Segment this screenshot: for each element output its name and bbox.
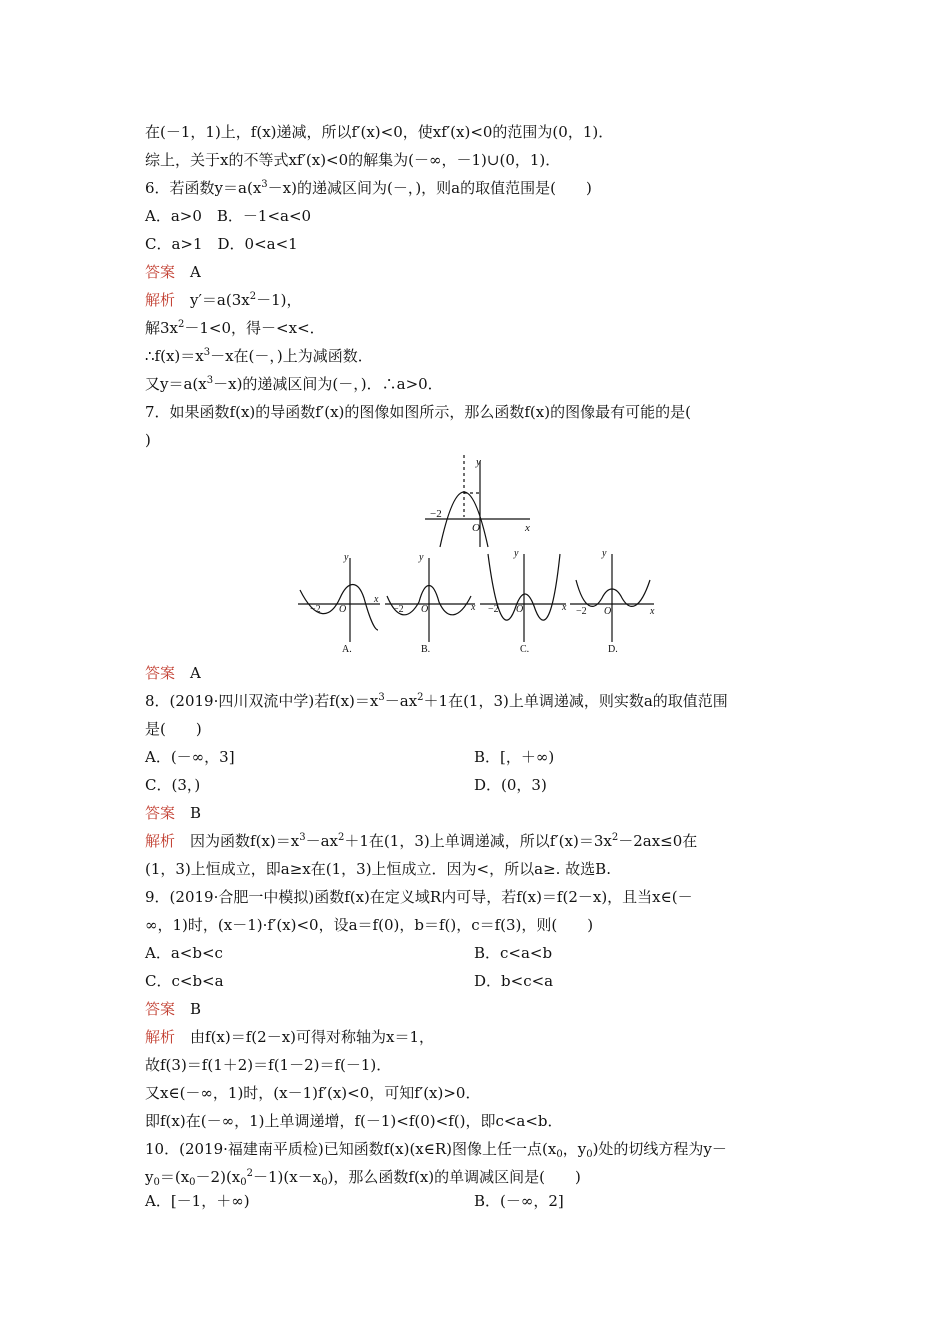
x-label: x (374, 594, 379, 605)
derivative-graph (425, 455, 530, 547)
origin-label: O (516, 604, 524, 615)
q7-answer: 答案 A (145, 664, 201, 682)
question-9-cont: ∞，1)时，(x－1)·f′(x)<0，设a＝f(0)，b＝f()，c＝f(3)，则( ) (145, 916, 594, 934)
q8-explanation-1: 解析 因为函数$f(x)=x^3-ax^2+1$在(1，3)上单调递减，所以$f'(x)=3x^2-2ax\le 0$在 (145, 832, 698, 850)
curve (576, 580, 650, 606)
origin-label: O (472, 522, 480, 534)
tick-label: −2 (310, 604, 321, 615)
origin-label: O (339, 604, 347, 615)
y-label: y (514, 548, 519, 559)
q6-answer: 答案 A (145, 263, 201, 281)
option-graph-a (298, 552, 380, 655)
option-label: D. (608, 644, 618, 655)
text-line: 在(－1，1)上，f(x)递减，所以f′(x)<0，使xf′(x)<0的范围为(0，1)． (145, 123, 614, 141)
tick-label: −2 (576, 606, 587, 617)
x-label: x (471, 602, 476, 613)
y-label: y (419, 552, 424, 563)
q8-option-a: A．(－∞，3] (145, 748, 235, 766)
q10-option-b: B．(－∞，2] (474, 1192, 564, 1210)
question-7: 7．如果函数f(x)的导函数f′(x)的图像如图所示，那么函数f(x)的图像最有可能的是( (145, 403, 691, 421)
q7-figure (290, 455, 670, 655)
tick-label: −2 (488, 604, 499, 615)
question-8-cont: 是( ) (145, 720, 202, 738)
q8-option-c: C．(3，) (145, 776, 201, 794)
x-label: x (525, 522, 530, 534)
q8-answer: 答案 B (145, 804, 202, 822)
option-label: A. (342, 644, 352, 655)
q9-option-a: A．a<b<c (145, 944, 223, 962)
tick-label: −2 (393, 604, 404, 615)
option-graph-d (570, 548, 655, 655)
origin-label: O (604, 606, 612, 617)
q8-explanation-2: (1，3)上恒成立，即a≥x在(1，3)上恒成立．因为<，所以a≥. 故选B. (145, 860, 611, 878)
q9-option-b: B．c<a<b (474, 944, 553, 962)
x-label: x (650, 606, 655, 617)
question-6: 6．若函数$y=a(x^3-x)$的递减区间为(－，)，则a的取值范围是( ) (145, 179, 592, 197)
q10-option-a: A．[－1，＋∞) (145, 1192, 250, 1210)
option-label: C. (520, 644, 530, 655)
q9-option-d: D．b<c<a (474, 972, 554, 990)
q6-options-row2: C．a>1 D．0<a<1 (145, 235, 298, 253)
option-label: B. (421, 644, 431, 655)
q6-explanation-1: 解析 $y'=a(3x^2-1)$， (145, 291, 302, 309)
question-7-cont: ) (145, 431, 151, 449)
question-9: 9．(2019·合肥一中模拟)函数f(x)在定义域R内可导，若f(x)＝f(2－x)，且当x∈(－ (145, 888, 693, 906)
x-label: x (562, 602, 567, 613)
origin-label: O (421, 604, 429, 615)
question-8: 8．(2019·四川双流中学)若$f(x)=x^3-ax^2+1$在(1，3)上单调递减，则实数a的取值范围 (145, 692, 728, 710)
q8-option-b: B．[，＋∞) (474, 748, 555, 766)
q6-explanation-4: 又$y=a(x^3-x)$的递减区间为(－，)．∴a>0． (145, 375, 443, 393)
q9-answer: 答案 B (145, 1000, 202, 1018)
text-line: 综上，关于x的不等式xf′(x)<0的解集为(－∞，－1)∪(0，1)． (145, 151, 561, 169)
question-10: 10．(2019·福建南平质检)已知函数f(x)(x∈R)图像上任一点($x_0$，$y_0$)处的切线方程为y－ (145, 1140, 727, 1160)
q9-explanation-4: 即f(x)在(－∞，1)上单调递增，f(－1)<f(0)<f()，即c<a<b． (145, 1112, 563, 1130)
q9-explanation-1: 解析 由f(x)＝f(2－x)可得对称轴为x＝1， (145, 1028, 435, 1046)
q6-explanation-3: $\therefore f(x)=x^3-x$在(－，)上为减函数． (145, 347, 373, 365)
q9-explanation-2: 故f(3)＝f(1＋2)＝f(1－2)＝f(－1)． (145, 1056, 392, 1074)
y-label: y (602, 548, 607, 559)
q8-option-d: D．(0，3) (474, 776, 547, 794)
y-label: y (476, 456, 481, 468)
y-label: y (344, 552, 349, 563)
q9-explanation-3: 又x∈(－∞，1)时，(x－1)f′(x)<0，可知f′(x)>0． (145, 1084, 481, 1102)
option-graph-c (480, 548, 567, 655)
q6-options-row1: A．a>0 B．－1<a<0 (145, 207, 312, 225)
tick-label: −2 (430, 508, 442, 520)
option-graph-b (385, 552, 476, 655)
question-10-cont: $y_0=(x_0-2)(x_0^2-1)(x-x_0)$，那么函数f(x)的单调减区间是( ) (145, 1168, 581, 1188)
q9-option-c: C．c<b<a (145, 972, 224, 990)
q6-explanation-2: 解$3x^2-1<0$，得－<x<． (145, 319, 325, 337)
